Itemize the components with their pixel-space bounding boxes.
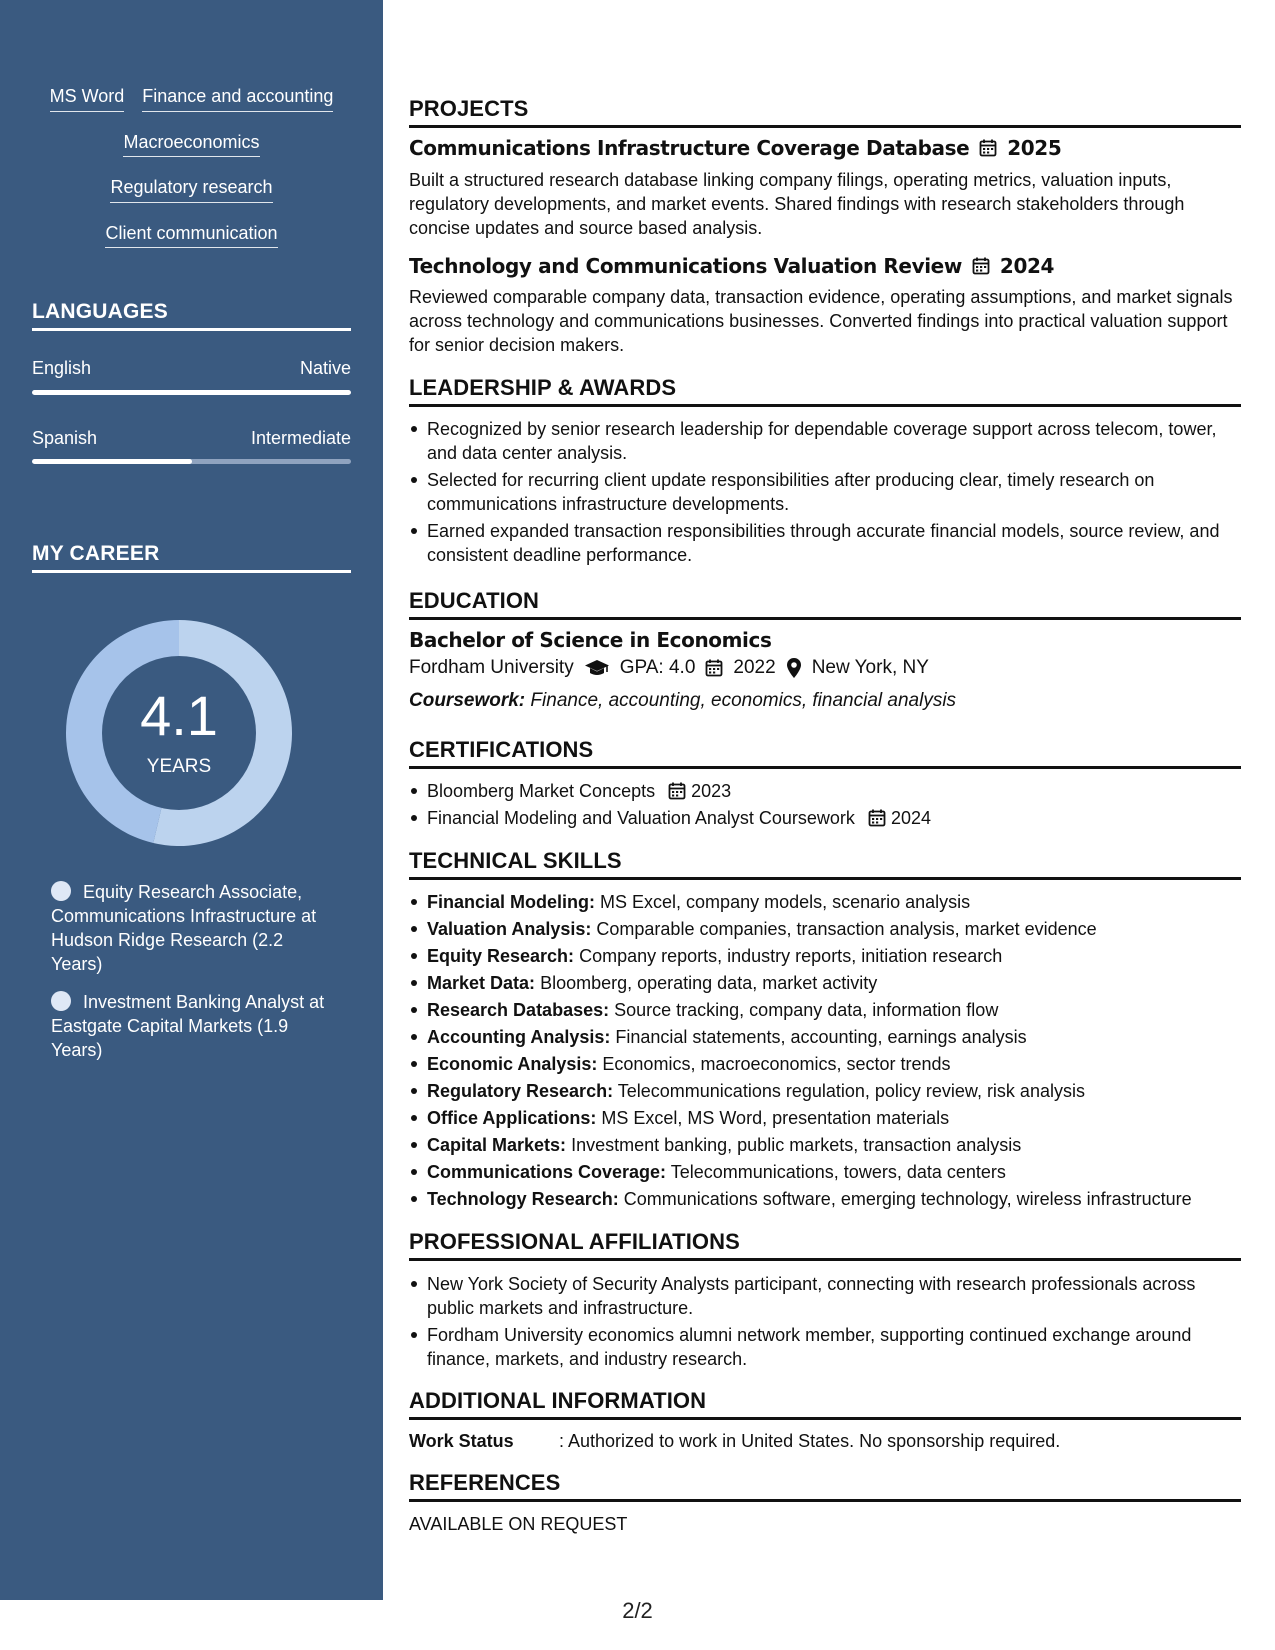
- page-number: 2/2: [622, 1598, 653, 1623]
- project-title: [409, 136, 1061, 160]
- skill-item: [409, 1160, 1241, 1184]
- gpa: GPA: 4.0: [619, 657, 696, 678]
- skill-value: Bloomberg, operating data, market activity: [540, 973, 878, 993]
- skill-label: Valuation Analysis:: [427, 919, 592, 939]
- skill-item: [409, 971, 1241, 995]
- projects-heading: PROJECTS: [409, 96, 1241, 128]
- project-description: Built a structured research database linking company filings, operating metrics, valuation inputs, regulatory developments, and market events. Shared findings with research stakeholders through concise updates and source based analysis.: [409, 170, 1185, 238]
- skill-tag: MS Word: [50, 86, 125, 112]
- certification-year: 2024: [890, 808, 931, 828]
- education-heading: EDUCATION: [409, 588, 1241, 620]
- skill-label: Regulatory Research:: [427, 1081, 614, 1101]
- leadership-list: [409, 417, 1241, 570]
- skill-item: [409, 944, 1241, 968]
- skill-tag: Finance and accounting: [142, 86, 333, 112]
- graduation-year: 2022: [733, 657, 776, 678]
- skill-value: Investment banking, public markets, transaction analysis: [571, 1135, 1022, 1155]
- references-heading: REFERENCES: [409, 1470, 1241, 1502]
- coursework-label: Coursework:: [409, 690, 526, 711]
- work-status-label: Work Status: [409, 1431, 514, 1451]
- certification-year: 2023: [691, 781, 732, 801]
- language-bar-english: [32, 390, 351, 395]
- references-text: AVAILABLE ON REQUEST: [409, 1514, 628, 1534]
- skill-label: Accounting Analysis:: [427, 1027, 611, 1047]
- project-name: Communications Infrastructure Coverage Database: [409, 136, 970, 160]
- affiliations-list: [409, 1272, 1241, 1374]
- certification-name: Bloomberg Market Concepts: [427, 781, 656, 801]
- technical-skills-list: [409, 890, 1241, 1214]
- list-item: [409, 779, 1241, 803]
- calendar-icon: [972, 257, 990, 275]
- certification-name: Financial Modeling and Valuation Analyst Coursework: [427, 808, 855, 828]
- calendar-icon: [668, 782, 686, 800]
- skill-tag: Client communication: [105, 223, 277, 249]
- career-total-unit: YEARS: [146, 756, 212, 777]
- skill-value: Financial statements, accounting, earnings analysis: [615, 1027, 1027, 1047]
- list-item: Earned expanded transaction responsibilities through accurate financial models, source review, and consistent deadline performance.: [409, 519, 1241, 567]
- coursework-value: Finance, accounting, economics, financial analysis: [530, 690, 957, 711]
- language-row-spanish: [32, 428, 351, 449]
- skill-item: [409, 1052, 1241, 1076]
- project-year: 2025: [1007, 136, 1062, 160]
- list-item: New York Society of Security Analysts participant, connecting with research professionals across public markets and infrastructure.: [409, 1272, 1241, 1320]
- education-details: [409, 657, 929, 679]
- career-dot-icon: [51, 991, 71, 1011]
- skill-item: [409, 1187, 1241, 1211]
- career-item-text: Investment Banking Analyst at Eastgate Capital Markets (1.9 Years): [51, 992, 325, 1060]
- skill-item: [409, 1079, 1241, 1103]
- skill-label: Office Applications:: [427, 1108, 597, 1128]
- career-total-years: 4.1: [140, 684, 218, 747]
- skill-value: Source tracking, company data, information flow: [614, 1000, 999, 1020]
- project-description: Reviewed comparable company data, transaction evidence, operating assumptions, and market signals across technology and communications businesses. Converted findings into practical valuation support for senior decision makers.: [409, 287, 1233, 355]
- skill-value: MS Excel, MS Word, presentation materials: [601, 1108, 950, 1128]
- coursework: [409, 689, 1239, 713]
- skill-value: MS Excel, company models, scenario analysis: [600, 892, 971, 912]
- skill-tag: Macroeconomics: [123, 132, 259, 158]
- language-bar-fill: [32, 390, 351, 395]
- calendar-icon: [868, 809, 886, 827]
- skill-label: Market Data:: [427, 973, 536, 993]
- language-name: Spanish: [32, 428, 98, 448]
- skill-value: Comparable companies, transaction analysis, market evidence: [596, 919, 1097, 939]
- certifications-heading: CERTIFICATIONS: [409, 737, 1241, 769]
- skill-value: Telecommunications, towers, data centers: [670, 1162, 1006, 1182]
- career-item: [51, 880, 326, 976]
- school-name: Fordham University: [409, 657, 574, 678]
- project-year: 2024: [999, 254, 1054, 278]
- skill-item: [409, 1025, 1241, 1049]
- degree-title: Bachelor of Science in Economics: [409, 628, 772, 652]
- leadership-heading: LEADERSHIP & AWARDS: [409, 375, 1241, 407]
- skill-label: Economic Analysis:: [427, 1054, 598, 1074]
- career-item-text: Equity Research Associate, Communications Infrastructure at Hudson Ridge Research (2.2 Years): [51, 882, 317, 974]
- language-bar-spanish: [32, 459, 351, 464]
- language-level: Native: [299, 358, 351, 378]
- skill-label: Research Databases:: [427, 1000, 610, 1020]
- project-name: Technology and Communications Valuation Review: [409, 254, 962, 278]
- skill-value: Telecommunications regulation, policy review, risk analysis: [617, 1081, 1085, 1101]
- skill-tags: [0, 86, 383, 248]
- education-location: New York, NY: [811, 657, 929, 678]
- career-heading: MY CAREER: [32, 542, 351, 573]
- list-item: [409, 806, 1241, 830]
- affiliations-heading: PROFESSIONAL AFFILIATIONS: [409, 1229, 1241, 1261]
- skill-label: Equity Research:: [427, 946, 575, 966]
- skill-value: Communications software, emerging technology, wireless infrastructure: [623, 1189, 1192, 1209]
- additional-info-heading: ADDITIONAL INFORMATION: [409, 1388, 1241, 1420]
- list-item: Selected for recurring client update responsibilities after producing clear, timely research on communications infrastructure developments.: [409, 468, 1241, 516]
- technical-skills-heading: TECHNICAL SKILLS: [409, 848, 1241, 880]
- language-level: Intermediate: [250, 428, 351, 448]
- skill-label: Financial Modeling:: [427, 892, 596, 912]
- skill-item: [409, 890, 1241, 914]
- skill-label: Capital Markets:: [427, 1135, 567, 1155]
- work-status-row: [409, 1429, 1239, 1453]
- skill-label: Technology Research:: [427, 1189, 619, 1209]
- project-title: [409, 254, 1054, 278]
- work-status-value: : Authorized to work in United States. No sponsorship required.: [559, 1431, 1061, 1451]
- skill-value: Company reports, industry reports, initiation research: [579, 946, 1003, 966]
- skill-item: [409, 1133, 1241, 1157]
- list-item: Recognized by senior research leadership for dependable coverage support across telecom, tower, and data center analysis.: [409, 417, 1241, 465]
- calendar-icon: [705, 659, 723, 677]
- location-pin-icon: [786, 657, 802, 679]
- language-row-english: [32, 358, 351, 379]
- skill-item: [409, 917, 1241, 941]
- skill-tag: Regulatory research: [110, 177, 272, 203]
- skill-label: Communications Coverage:: [427, 1162, 667, 1182]
- list-item: Fordham University economics alumni network member, supporting continued exchange around finance, markets, and industry research.: [409, 1323, 1241, 1371]
- career-dot-icon: [51, 881, 71, 901]
- certifications-list: [409, 779, 1241, 833]
- calendar-icon: [979, 139, 997, 157]
- skill-item: [409, 998, 1241, 1022]
- skill-item: [409, 1106, 1241, 1130]
- language-name: English: [32, 358, 92, 378]
- language-bar-fill: [32, 459, 192, 464]
- career-item: [51, 990, 326, 1062]
- skill-value: Economics, macroeconomics, sector trends: [602, 1054, 951, 1074]
- graduation-cap-icon: [584, 658, 610, 678]
- languages-heading: LANGUAGES: [32, 300, 351, 331]
- sidebar: [0, 0, 383, 1600]
